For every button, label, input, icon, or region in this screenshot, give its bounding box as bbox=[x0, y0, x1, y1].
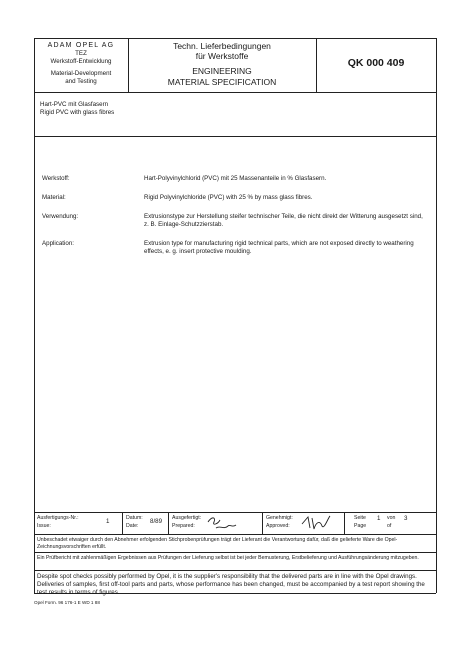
subject-german: Hart-PVC mit Glasfasern bbox=[40, 101, 109, 108]
title-german-line2: für Werkstoffe bbox=[195, 51, 249, 61]
border-left bbox=[34, 38, 35, 593]
document-number: QK 000 409 bbox=[347, 57, 405, 69]
approved-signature-icon bbox=[300, 514, 334, 533]
footer-divider-2 bbox=[168, 512, 169, 534]
field-label-verwendung: Verwendung: bbox=[42, 213, 79, 220]
subject-bottom-rule bbox=[34, 136, 436, 137]
of-label-german: von bbox=[387, 515, 396, 521]
border-right bbox=[436, 38, 437, 593]
note-english: Despite spot checks possibly performed by Opel, it is the supplier's responsibility that the delivered parts are in line with the Opel drawings. Deliveries of samples, first off-tool parts and parts, whose performance has been changed, must be accompanied by a test report showing the test results in terms of figures. bbox=[37, 573, 425, 597]
note-german-2: Ein Prüfbericht mit zahlenmäßigen Ergebnissen aus Prüfungen der Lieferung selbst ist bei jeder Bemusterung, Erstbelieferung und Ausführungsänderung mitzugeben. bbox=[37, 555, 419, 561]
field-value-verwendung: Extrusionstype zur Herstellung steifer technischer Teile, die nicht direkt der Witterung ausgesetzt sind, z. B. Einlage-Schutzzierstab. bbox=[144, 213, 423, 229]
footer-divider-1 bbox=[122, 512, 123, 534]
total-pages: 3 bbox=[404, 515, 408, 522]
approved-label-german: Genehmigt: bbox=[266, 515, 293, 521]
approved-label-english: Approved: bbox=[266, 523, 290, 529]
field-label-werkstoff: Werkstoff: bbox=[42, 175, 70, 182]
field-value-application: Extrusion type for manufacturing rigid technical parts, which are not exposed directly to weathering effects, e. g. insert protective moulding. bbox=[144, 240, 414, 256]
footer-divider-4 bbox=[344, 512, 345, 534]
border-top bbox=[34, 38, 436, 39]
field-value-material: Rigid Polyvinylchloride (PVC) with 25 % by mass glass fibres. bbox=[144, 194, 313, 201]
date-value: 8/89 bbox=[150, 518, 163, 525]
prepared-label-english: Prepared: bbox=[172, 523, 195, 529]
dept-german: Werkstoff-Entwicklung bbox=[50, 58, 112, 65]
page-label-english: Page bbox=[354, 523, 367, 529]
title-english-line2: MATERIAL SPECIFICATION bbox=[167, 77, 277, 87]
footer-top-rule bbox=[34, 512, 436, 513]
dept-english-line1: Material-Development bbox=[50, 70, 112, 77]
subject-english: Rigid PVC with glass fibres bbox=[40, 109, 115, 116]
of-label-english: of bbox=[387, 523, 392, 529]
document-frame bbox=[34, 38, 436, 638]
field-value-werkstoff: Hart-Polyvinylchlorid (PVC) mit 25 Massenanteile in % Glasfasern. bbox=[144, 175, 327, 182]
dept-english-line2: and Testing bbox=[65, 78, 97, 85]
title-english-line1: ENGINEERING bbox=[192, 66, 252, 76]
field-label-application: Application: bbox=[42, 240, 74, 247]
prepared-label-german: Ausgefertigt: bbox=[172, 515, 202, 521]
prepared-signature-icon bbox=[206, 514, 246, 533]
page-number: 1 bbox=[377, 515, 381, 522]
company-name: ADAM OPEL AG bbox=[47, 42, 115, 49]
issue-value: 1 bbox=[106, 518, 110, 525]
date-label-german: Datum: bbox=[126, 515, 143, 521]
header-bottom-rule bbox=[34, 92, 436, 93]
notes-en-rule bbox=[34, 570, 436, 571]
form-code: Opel Form. 96 176-1 E WD 1 88 bbox=[34, 600, 100, 605]
issue-label-english: Issue: bbox=[37, 523, 51, 529]
dept-code: TEZ bbox=[75, 50, 87, 57]
notes-mid-rule bbox=[34, 552, 436, 553]
issue-label-german: Ausfertigungs-Nr.: bbox=[37, 515, 79, 521]
page-label-german: Seite bbox=[354, 515, 366, 521]
field-label-material: Material: bbox=[42, 194, 66, 201]
footer-divider-3 bbox=[262, 512, 263, 534]
date-label-english: Date: bbox=[126, 523, 139, 529]
notes-top-rule bbox=[34, 534, 436, 535]
title-german-line1: Techn. Lieferbedingungen bbox=[173, 41, 271, 51]
note-german-1: Unbeschadet etwaiger durch den Abnehmer erfolgenden Stichprobenprüfungen trägt der Lieferant die Verantwortung dafür, daß die gelieferte Ware die Opel-Zeichnungsvorschriften erfüllt. bbox=[37, 537, 398, 550]
